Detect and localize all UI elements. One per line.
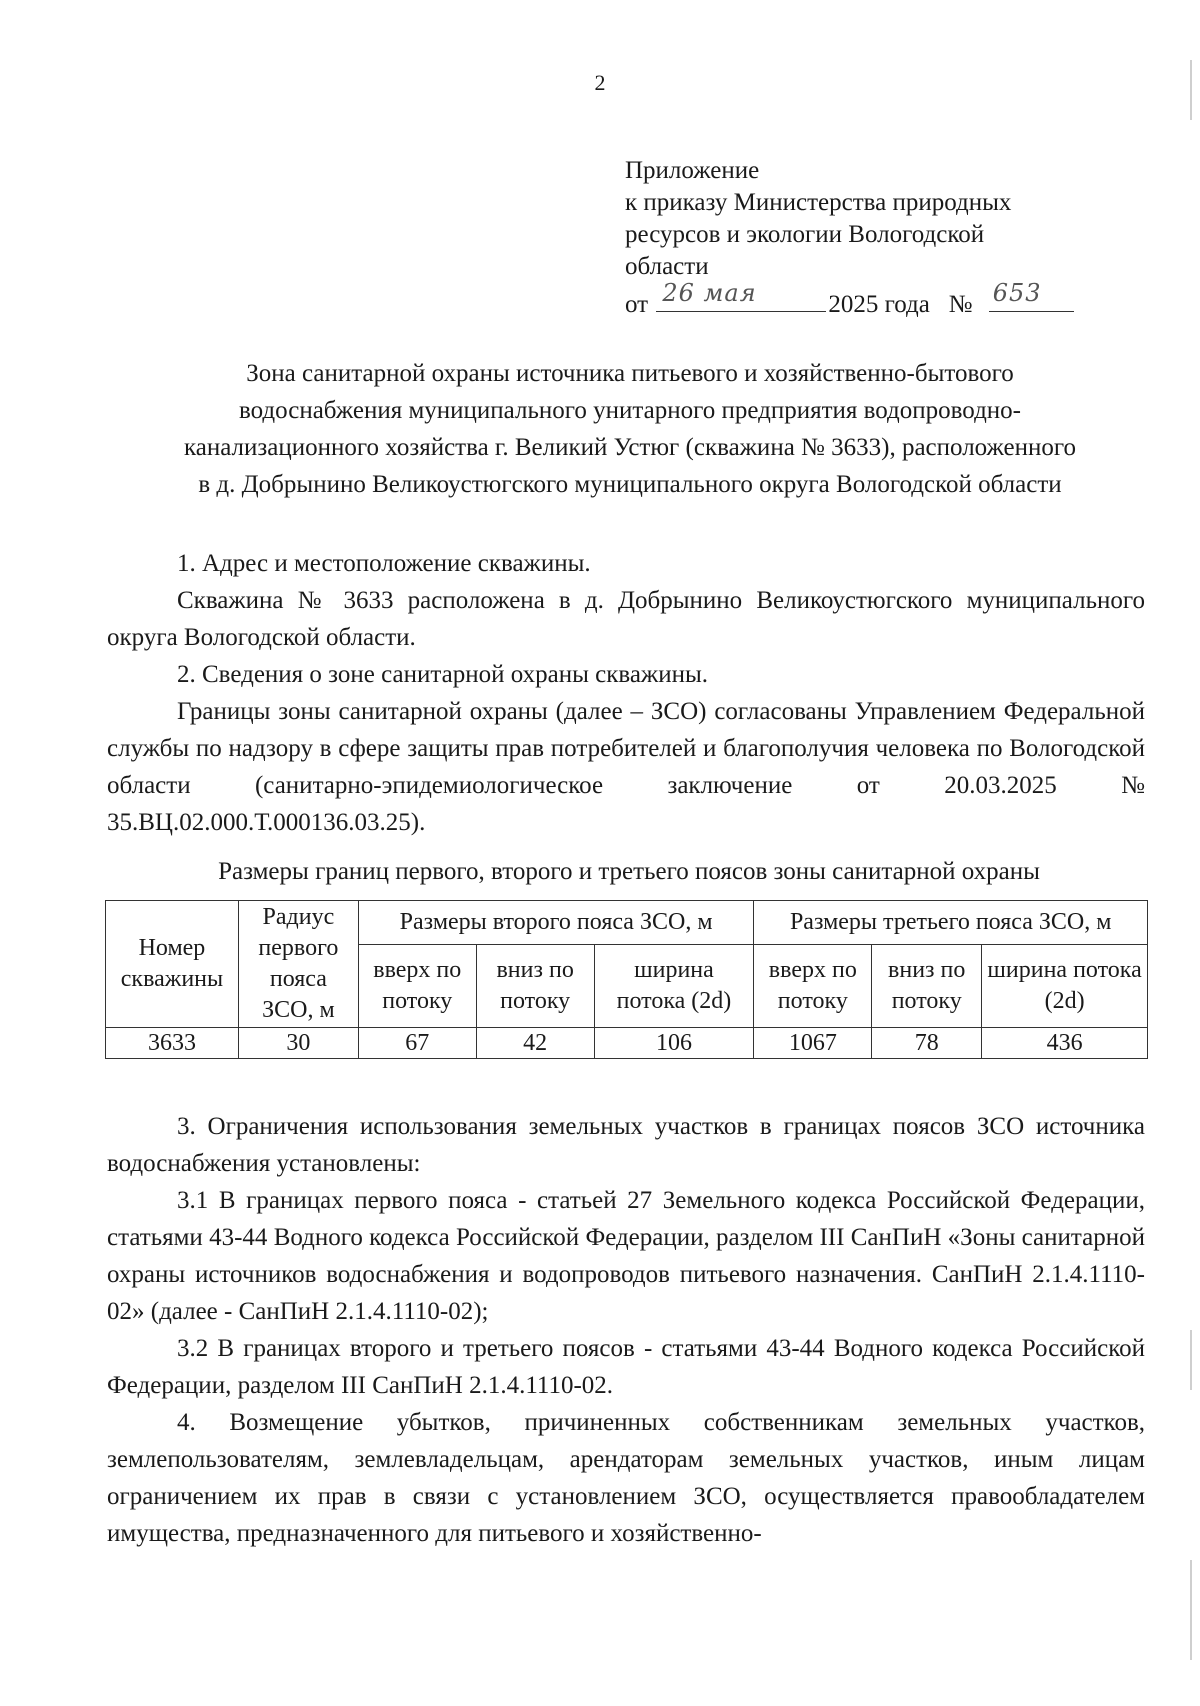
cell-second-width: 106 [594,1028,754,1059]
table-caption: Размеры границ первого, второго и третьего поясов зоны санитарной охраны [218,858,1040,885]
handwritten-date: 26 мая [662,279,757,307]
header-well-number: Номер скважины [106,901,239,1028]
cell-radius: 30 [238,1028,358,1059]
page-number: 2 [594,70,606,95]
appendix-line: к приказу Министерства природных [625,189,1012,216]
document-title [105,355,1155,503]
year-text: 2025 года [828,291,930,318]
number-label: № [948,291,973,318]
from-label: от [625,291,649,318]
body-text-continued [107,1108,1145,1552]
cell-third-width: 436 [982,1028,1148,1059]
title-line: канализационного хозяйства г. Великий Устюг (скважина № 3633), расположенного [183,434,1076,461]
scan-edge-mark [1190,1330,1192,1390]
table-row [106,1028,1148,1059]
paragraph: 3.2 В границах второго и третьего поясов - статьями 43-44 Водного кодекса Российской Федерации, разделом III СанПиН 2.1.4.1110-02. [107,1335,1145,1399]
cell-second-downstream: 42 [476,1028,594,1059]
paragraph: 3. Ограничения использования земельных участков в границах поясов ЗСО источника водоснабжения установлены: [107,1113,1145,1177]
header-first-belt-radius: Радиус первого пояса ЗСО, м [238,901,358,1028]
paragraph: 3.1 В границах первого пояса - статьей 27 Земельного кодекса Российской Федерации, статьями 43-44 Водного кодекса Российской Федерации, разделом III СанПиН «Зоны санитарной охраны источников водоснабжения и водопроводов питьевого назначения. СанПиН 2.1.4.1110-02» (далее - СанПиН 2.1.4.1110-02); [107,1187,1145,1325]
paragraph: 1. Адрес и местоположение скважины. [177,550,591,577]
body-text [107,545,1145,841]
appendix-line: ресурсов и экологии Вологодской [625,221,985,248]
cell-third-upstream: 1067 [754,1028,872,1059]
appendix-line: области [625,253,709,280]
header-second-downstream: вниз по потоку [476,944,594,1027]
scan-edge-mark [1190,1560,1192,1660]
order-date-row [625,279,1145,321]
paragraph: Границы зоны санитарной охраны (далее – ЗСО) согласованы Управлением Федеральной службы по надзору в сфере защиты прав потребителей и благополучия человека по Вологодской области (санитарно-эпидемиологическое заключение от 20.03.2025 № 35.ВЦ.02.000.Т.000136.03.25). [107,698,1145,836]
zso-table [105,900,1148,1059]
scan-edge-mark [1190,60,1192,120]
appendix-line: Приложение [625,157,760,184]
title-line: Зона санитарной охраны источника питьевого и хозяйственно-бытового [246,360,1014,387]
paragraph: Скважина № 3633 расположена в д. Добрынино Великоустюгского муниципального округа Вологодской области. [107,587,1145,651]
header-third-width: ширина потока (2d) [982,944,1148,1027]
header-second-width: ширина потока (2d) [594,944,754,1027]
header-third-belt: Размеры третьего пояса ЗСО, м [754,901,1148,945]
handwritten-number: 653 [992,279,1042,307]
header-second-upstream: вверх по потоку [358,944,476,1027]
order-number-field [989,279,1074,312]
cell-third-downstream: 78 [872,1028,982,1059]
title-line: в д. Добрынино Великоустюгского муниципального округа Вологодской области [198,471,1062,498]
cell-well-number: 3633 [106,1028,239,1059]
paragraph: 4. Возмещение убытков, причиненных собственникам земельных участков, землепользователям, землевладельцам, арендаторам земельных участков, иным лицам ограничением их прав в связи с установлением ЗСО, осуществляется правообладателем имущества, предназначенного для питьевого и хозяйственно- [107,1409,1145,1547]
date-field [656,279,826,312]
cell-second-upstream: 67 [358,1028,476,1059]
title-line: водоснабжения муниципального унитарного предприятия водопроводно- [238,397,1021,424]
appendix-block [625,155,1145,321]
header-second-belt: Размеры второго пояса ЗСО, м [358,901,754,945]
header-third-upstream: вверх по потоку [754,944,872,1027]
header-third-downstream: вниз по потоку [872,944,982,1027]
paragraph: 2. Сведения о зоне санитарной охраны скважины. [177,661,709,688]
